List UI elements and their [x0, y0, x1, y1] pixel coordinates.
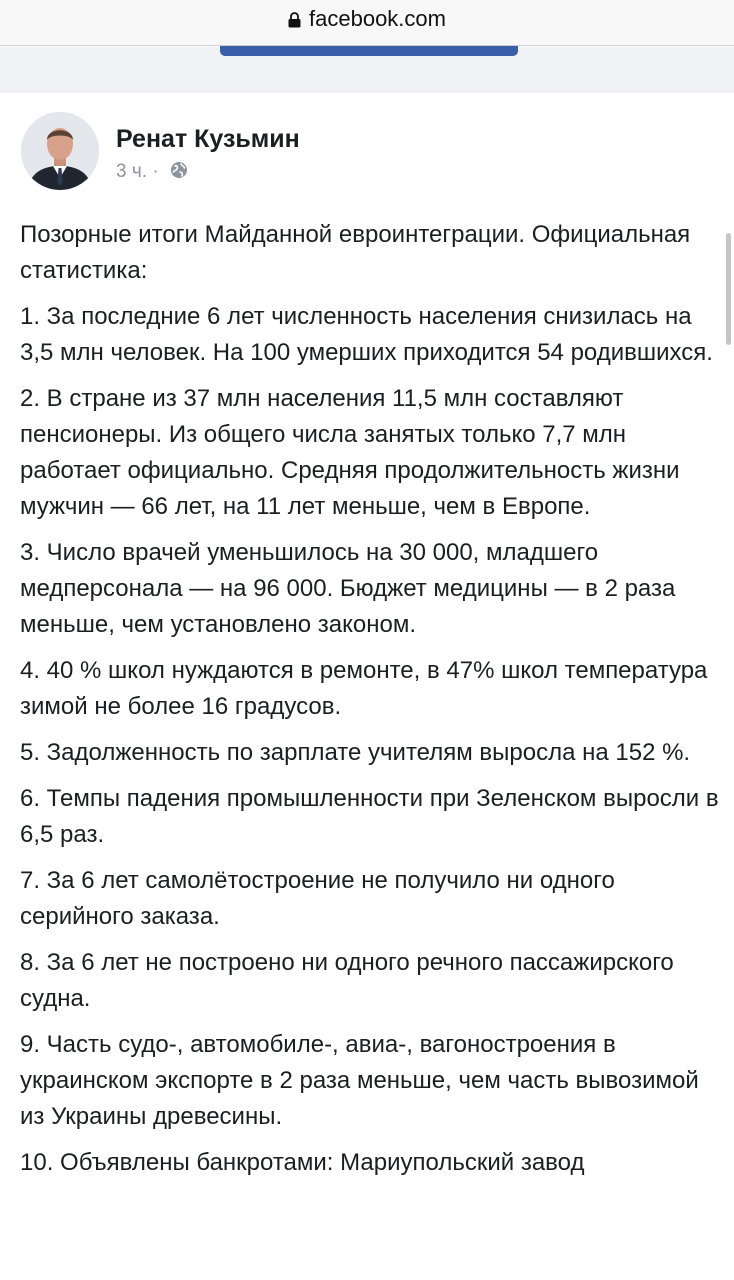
post-paragraph-8: 8. За 6 лет не построено ни одного речного пассажирского судна.: [20, 949, 674, 1012]
header-bar-edge: [220, 46, 518, 56]
author-name[interactable]: Ренат Кузьмин: [116, 125, 300, 153]
url-text: facebook.com: [309, 6, 446, 31]
url-display[interactable]: [0, 6, 734, 32]
post-paragraph-7: 7. За 6 лет самолётостроение не получило ни одного серийного заказа.: [20, 867, 615, 930]
post-paragraph-3: 3. Число врачей уменьшилось на 30 000, младшего медперсонала — на 96 000. Бюджет медицины — в 2 раза меньше, чем установлено законом.: [20, 539, 676, 638]
avatar-portrait-icon: [21, 112, 99, 190]
post-paragraph-4: 4. 40 % школ нуждаются в ремонте, в 47% школ температура зимой не более 16 градусов.: [20, 657, 708, 720]
post-paragraph-9: 9. Часть судо-, автомобиле-, авиа-, вагоностроения в украинском экспорте в 2 раза меньше, чем часть вывозимой из Украины древесины.: [20, 1031, 699, 1130]
post-paragraph-10: 10. Объявлены банкротами: Мариупольский завод: [20, 1149, 585, 1176]
post-paragraph-1: 1. За последние 6 лет численность населения снизилась на 3,5 млн человек. На 100 умерших приходится 54 родившихся.: [20, 303, 713, 366]
post-meta: [116, 161, 188, 183]
lock-icon: [288, 12, 301, 28]
post-time[interactable]: 3 ч.: [116, 161, 148, 182]
globe-icon: [170, 161, 188, 179]
meta-separator: ·: [152, 161, 159, 182]
browser-address-bar[interactable]: [0, 0, 734, 46]
post-paragraph-2: 2. В стране из 37 млн населения 11,5 млн составляют пенсионеры. Из общего числа занятых только 7,7 млн работает официально. Средняя продолжительность жизни мужчин — 66 лет, на 11 лет меньше, чем в Европе.: [20, 385, 680, 520]
avatar[interactable]: [21, 112, 99, 190]
post-paragraph-6: 6. Темпы падения промышленности при Зеленском выросли в 6,5 раз.: [20, 785, 719, 848]
post-body: [20, 217, 724, 1191]
post-paragraph-5: 5. Задолженность по зарплате учителям выросла на 152 %.: [20, 739, 691, 766]
post-paragraph-intro: Позорные итоги Майданной евроинтеграции. Официальная статистика:: [20, 221, 691, 284]
post-card: [0, 93, 734, 1280]
scrollbar[interactable]: [726, 233, 731, 345]
